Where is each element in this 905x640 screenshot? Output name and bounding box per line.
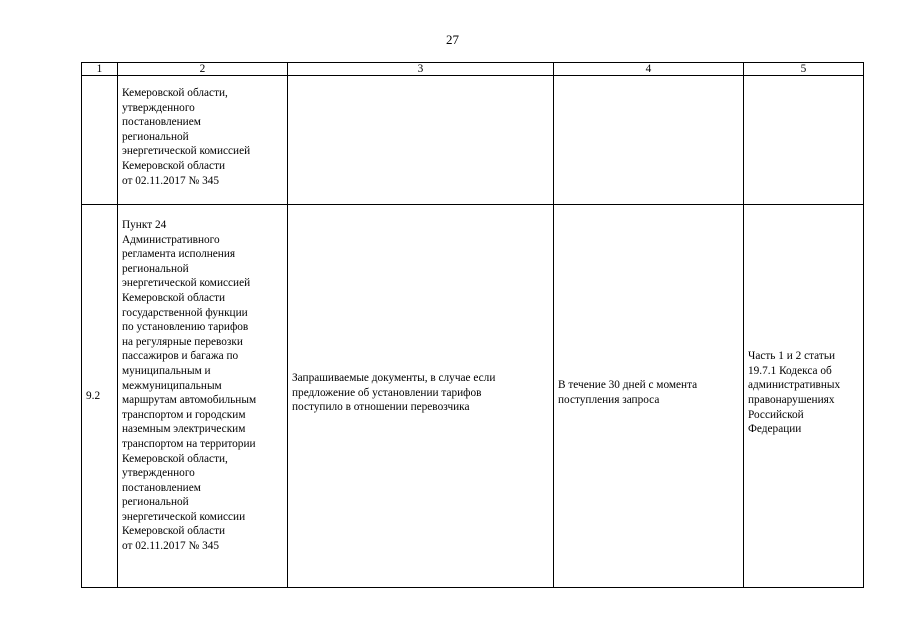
- column-number-3: 3: [288, 63, 554, 76]
- liability-cell: [744, 76, 864, 205]
- column-number-2: 2: [118, 63, 288, 76]
- page-number: 27: [446, 32, 459, 47]
- table-header-row: [82, 63, 864, 76]
- table-row: [82, 76, 864, 205]
- legal-basis-cell: Пункт 24 Административного регламента исполнения региональной энергетической комиссией Кемеровской области государственной функции по установлению тарифов на регулярные перевозки пассажиров и багажа по муниципальным и межмуниципальным маршрутам автомобильным транспортом и городским наземным электрическим транспортом на территории Кемеровской области, утвержденного постановлением региональной энергетической комиссии Кемеровской области от 02.11.2017 № 345: [118, 205, 288, 588]
- legal-basis-cell: Кемеровской области, утвержденного постановлением региональной энергетической комиссией Кемеровской области от 02.11.2017 № 345: [118, 76, 288, 205]
- column-number-5: 5: [744, 63, 864, 76]
- table-row: [82, 205, 864, 588]
- liability-cell: Часть 1 и 2 статьи 19.7.1 Кодекса об административных правонарушениях Российской Федерации: [744, 205, 864, 588]
- document-table: [81, 62, 864, 588]
- deadline-cell: [554, 76, 744, 205]
- requested-documents-cell: [288, 76, 554, 205]
- deadline-cell: В течение 30 дней с момента поступления запроса: [554, 205, 744, 588]
- row-number-cell: [82, 76, 118, 205]
- requested-documents-cell: Запрашиваемые документы, в случае если предложение об установлении тарифов поступило в отношении перевозчика: [288, 205, 554, 588]
- column-number-1: 1: [82, 63, 118, 76]
- row-number-cell: 9.2: [82, 205, 118, 588]
- column-number-4: 4: [554, 63, 744, 76]
